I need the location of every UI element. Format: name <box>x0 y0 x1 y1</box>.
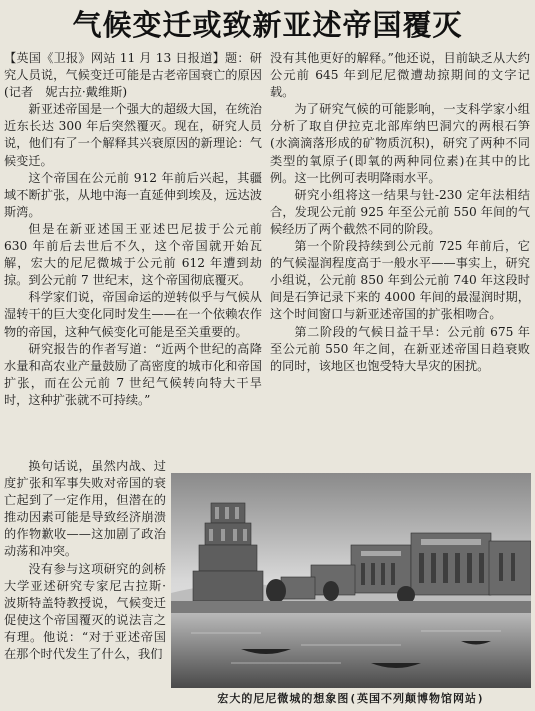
paragraph: 科学家们说，帝国命运的逆转似乎与气候从湿转干的巨大变化同时发生——在一个依赖农作物的帝国，这种气候变化可能是至关重要的。 <box>4 290 262 339</box>
paragraph: 没有其他更好的解释。”他还说，目前缺乏从大约公元前 645 年到尼尼微遭劫掠期间的文字记载。 <box>270 51 530 100</box>
paragraph: 第一个阶段持续到公元前 725 年前后，它的气候湿润程度高于一般水平——事实上，研究小组说，公元前 850 年到公元前 740 年这段时间是石笋记录下来的 4000 年间的最湿润时期，这个时间窗口与新亚述帝国的扩张相吻合。 <box>270 239 530 322</box>
paragraph: 这个帝国在公元前 912 年前后兴起，其疆域不断扩张，从地中海一直延伸到埃及，远达波斯湾。 <box>4 170 262 219</box>
paragraph: 换句话说，虽然内战、过度扩张和军事失败对帝国的衰亡起到了一定作用，但潜在的推动因素可能是导致经济崩溃的作物歉收——这加剧了政治动荡和冲突。 <box>4 459 166 559</box>
paragraph: 第二阶段的气候日益干旱：公元前 675 年至公元前 550 年之间，在新亚述帝国日趋衰败的同时，该地区也饱受特大旱灾的困扰。 <box>270 324 530 373</box>
nineveh-illustration <box>171 473 531 688</box>
paragraph: 【英国《卫报》网站 11 月 13 日报道】题：研究人员说，气候变迁可能是古老帝国衰亡的原因(记者 妮古拉·戴维斯) <box>4 51 262 100</box>
paragraph: 但是在新亚述国王亚述巴尼拔于公元前 630 年前后去世后不久，这个帝国就开始瓦解，宏大的尼尼微城于公元前 612 年遭到劫掠。到公元前 7 世纪末，这个帝国彻底覆灭。 <box>4 221 262 288</box>
paragraph: 研究小组将这一结果与钍-230 定年法相结合，发现公元前 925 年至公元前 550 年间的气候经历了两个截然不同的阶段。 <box>270 187 530 236</box>
left-lower-column <box>4 458 166 708</box>
paragraph: 为了研究气候的可能影响，一支科学家小组分析了取自伊拉克北部库纳巴洞穴的两根石笋(水滴滴落形成的矿物质沉积)，研究了两种不同类型的氧原子(即氧的两种同位素)在其中的比例。这一比例可表明降雨水平。 <box>270 102 530 185</box>
article-headline: 气候变迁或致新亚述帝国覆灭 <box>72 8 463 42</box>
paragraph: 没有参与这项研究的剑桥大学亚述研究专家尼古拉斯·波斯特盖特教授说，气候变迁促使这个帝国覆灭的说法言之有理。他说：“对于亚述帝国在那个时代发生了什么，我们 <box>4 561 166 662</box>
paragraph: 研究报告的作者写道：“近两个世纪的高降水量和高农业产量鼓励了高密度的城市化和帝国扩张，而在公元前 7 世纪气候转向特大干旱时，这种扩张就不可持续。” <box>4 341 262 407</box>
left-column <box>4 50 262 455</box>
paragraph: 新亚述帝国是一个强大的超级大国，在统治近东长达 300 年后突然覆灭。现在，研究人员说，他们有了一个解释其兴衰原因的新理论：气候变迁。 <box>4 102 262 168</box>
right-column <box>270 50 530 470</box>
figure-caption: 宏大的尼尼微城的想象图(英国不列颠博物馆网站) <box>217 692 485 705</box>
